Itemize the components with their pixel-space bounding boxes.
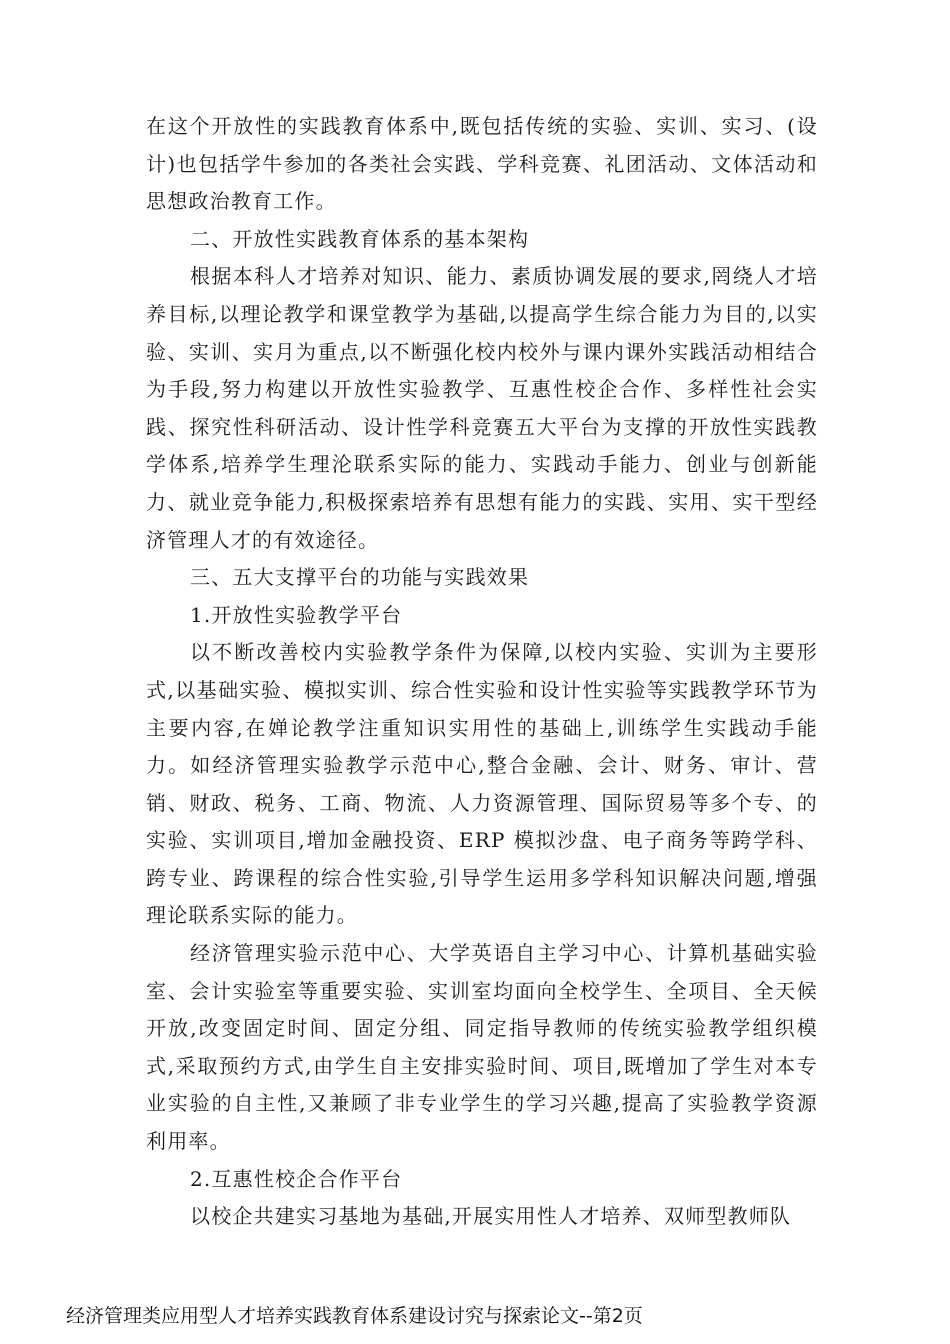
section-heading: 二、开放性实践教育体系的基本架构 — [190, 226, 530, 251]
subsection-heading: 2.互惠性校企合作平台 — [190, 1166, 403, 1191]
body-paragraph: 以校企共建实习基地为基础,开展实用性人才培养、双师型教师队 — [190, 1204, 792, 1229]
subsection-heading: 1.开放性实验教学平台 — [190, 602, 403, 627]
body-paragraph: 在这个开放性的实践教育体系中,既包括传统的实验、实训、实习、(设计)也包括学牛参加的各类社会实践、学科竞赛、礼团活动、文体活动和思想政治教育工作。 — [146, 114, 818, 214]
body-paragraph: 经济管理实验示范中心、大学英语自主学习中心、计算机基础实验室、会计实验室等重要实验、实训室均面向全校学生、全项目、全天候开放,改变固定时间、固定分组、同定指导教师的传统实验教学组织模式,采取预约方式,由学生自主安排实验时间、项目,既增加了学生对本专业实验的自主性,又兼顾了非专业学生的学习兴趣,提高了实验教学资源利用率。 — [146, 941, 818, 1154]
body-paragraph: 根据本科人才培养对知识、能力、素质协调发展的要求,罔绕人才培养目标,以理论教学和课堂教学为基础,以提高学生综合能力为目的,以实验、实训、实月为重点,以不断强化校内校外与课内课外实践活动相结合为手段,努力构建以开放性实验教学、互惠性校企合作、多样性社会实践、探究性科研活动、设计性学科竞赛五大平台为支撑的开放性实践教学体系,培养学生理沦联系实际的能力、实践动手能力、创业与创新能力、就业竞争能力,积极探索培养有思想有能力的实践、实用、实干型经济管理人才的有效途径。 — [146, 264, 818, 552]
document-body — [146, 108, 818, 1236]
body-paragraph: 以不断改善校内实验教学条件为保障,以校内实验、实训为主要形式,以基础实验、模拟实训、综合性实验和设计性实验等实践教学环节为主要内容,在婵论教学注重知识实用性的基础上,训练学生实践动手能力。如经济管理实验教学示范中心,整合金融、会计、财务、审计、营销、财政、税务、工商、物流、人力资源管理、国际贸易等多个专、的实验、实训项目,增加金融投资、ERP 模拟沙盘、电子商务等跨学科、跨专业、跨课程的综合性实验,引导学生运用多学科知识解决问题,增强理论联系实际的能力。 — [146, 640, 818, 928]
page-footer: 经济管理类应用型人才培养实践教育体系建设讨究与探索论文--第2页 — [66, 1305, 643, 1327]
section-heading: 三、五大支撑平台的功能与实践效果 — [190, 565, 530, 590]
